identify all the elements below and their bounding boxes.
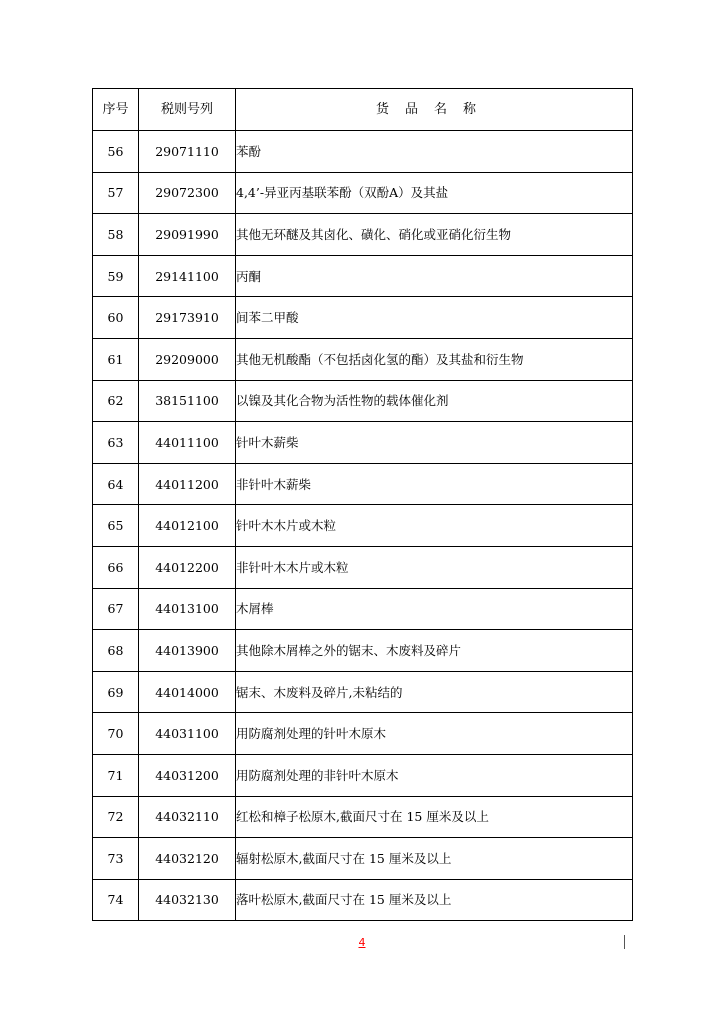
row-tariff-code: 44031200: [139, 754, 236, 796]
row-serial-number: 62: [93, 380, 139, 422]
row-serial-number: 74: [93, 879, 139, 921]
row-serial-number: 59: [93, 255, 139, 297]
table-row: [93, 131, 633, 173]
row-tariff-code: 44012200: [139, 546, 236, 588]
row-serial-number: 61: [93, 338, 139, 380]
row-goods-name: 以镍及其化合物为活性物的载体催化剂: [236, 380, 633, 422]
table-header-row: [93, 89, 633, 131]
table-row: [93, 630, 633, 672]
row-goods-name: 其他无环醚及其卤化、磺化、硝化或亚硝化衍生物: [236, 214, 633, 256]
row-serial-number: 67: [93, 588, 139, 630]
row-tariff-code: 44012100: [139, 505, 236, 547]
row-serial-number: 66: [93, 546, 139, 588]
row-serial-number: 57: [93, 172, 139, 214]
row-tariff-code: 29071110: [139, 131, 236, 173]
row-tariff-code: 29072300: [139, 172, 236, 214]
row-goods-name: 木屑棒: [236, 588, 633, 630]
table-row: [93, 422, 633, 464]
row-tariff-code: 44032130: [139, 879, 236, 921]
row-tariff-code: 44013100: [139, 588, 236, 630]
row-goods-name: 针叶木木片或木粒: [236, 505, 633, 547]
row-goods-name: 用防腐剂处理的非针叶木原木: [236, 754, 633, 796]
header-tariff-code: 税则号列: [139, 89, 236, 131]
table-row: [93, 588, 633, 630]
row-serial-number: 64: [93, 463, 139, 505]
row-serial-number: 56: [93, 131, 139, 173]
header-goods-name: 货品名称: [236, 89, 633, 131]
table-body: [93, 131, 633, 921]
table-row: [93, 879, 633, 921]
row-serial-number: 58: [93, 214, 139, 256]
table-row: [93, 796, 633, 838]
row-tariff-code: 29209000: [139, 338, 236, 380]
table-row: [93, 713, 633, 755]
row-goods-name: 其他除木屑棒之外的锯末、木废料及碎片: [236, 630, 633, 672]
row-goods-name: 辐射松原木,截面尺寸在 15 厘米及以上: [236, 838, 633, 880]
row-tariff-code: 44032110: [139, 796, 236, 838]
goods-table: [92, 88, 633, 921]
row-goods-name: 非针叶木木片或木粒: [236, 546, 633, 588]
row-serial-number: 72: [93, 796, 139, 838]
row-tariff-code: 44014000: [139, 671, 236, 713]
page-number: 4: [358, 936, 366, 949]
row-tariff-code: 44031100: [139, 713, 236, 755]
row-serial-number: 70: [93, 713, 139, 755]
row-goods-name: 针叶木薪柴: [236, 422, 633, 464]
table-row: [93, 463, 633, 505]
row-goods-name: 其他无机酸酯（不包括卤化氢的酯）及其盐和衍生物: [236, 338, 633, 380]
margin-marker: [624, 935, 625, 949]
row-serial-number: 68: [93, 630, 139, 672]
row-tariff-code: 44011100: [139, 422, 236, 464]
table-row: [93, 546, 633, 588]
table-row: [93, 255, 633, 297]
table-row: [93, 297, 633, 339]
row-goods-name: 4,4’-异亚丙基联苯酚（双酚A）及其盐: [236, 172, 633, 214]
table-row: [93, 671, 633, 713]
row-tariff-code: 29141100: [139, 255, 236, 297]
row-serial-number: 60: [93, 297, 139, 339]
header-serial-number: 序号: [93, 89, 139, 131]
table-row: [93, 214, 633, 256]
table-row: [93, 505, 633, 547]
table-row: [93, 172, 633, 214]
row-goods-name: 红松和樟子松原木,截面尺寸在 15 厘米及以上: [236, 796, 633, 838]
row-serial-number: 65: [93, 505, 139, 547]
row-tariff-code: 38151100: [139, 380, 236, 422]
table-row: [93, 838, 633, 880]
row-goods-name: 苯酚: [236, 131, 633, 173]
row-serial-number: 69: [93, 671, 139, 713]
row-goods-name: 非针叶木薪柴: [236, 463, 633, 505]
table-row: [93, 380, 633, 422]
row-serial-number: 71: [93, 754, 139, 796]
table-row: [93, 754, 633, 796]
row-goods-name: 落叶松原木,截面尺寸在 15 厘米及以上: [236, 879, 633, 921]
row-tariff-code: 44011200: [139, 463, 236, 505]
table-row: [93, 338, 633, 380]
row-serial-number: 73: [93, 838, 139, 880]
row-goods-name: 用防腐剂处理的针叶木原木: [236, 713, 633, 755]
row-tariff-code: 44032120: [139, 838, 236, 880]
row-serial-number: 63: [93, 422, 139, 464]
row-goods-name: 丙酮: [236, 255, 633, 297]
row-tariff-code: 29091990: [139, 214, 236, 256]
row-goods-name: 间苯二甲酸: [236, 297, 633, 339]
row-goods-name: 锯末、木废料及碎片,未粘结的: [236, 671, 633, 713]
row-tariff-code: 29173910: [139, 297, 236, 339]
row-tariff-code: 44013900: [139, 630, 236, 672]
